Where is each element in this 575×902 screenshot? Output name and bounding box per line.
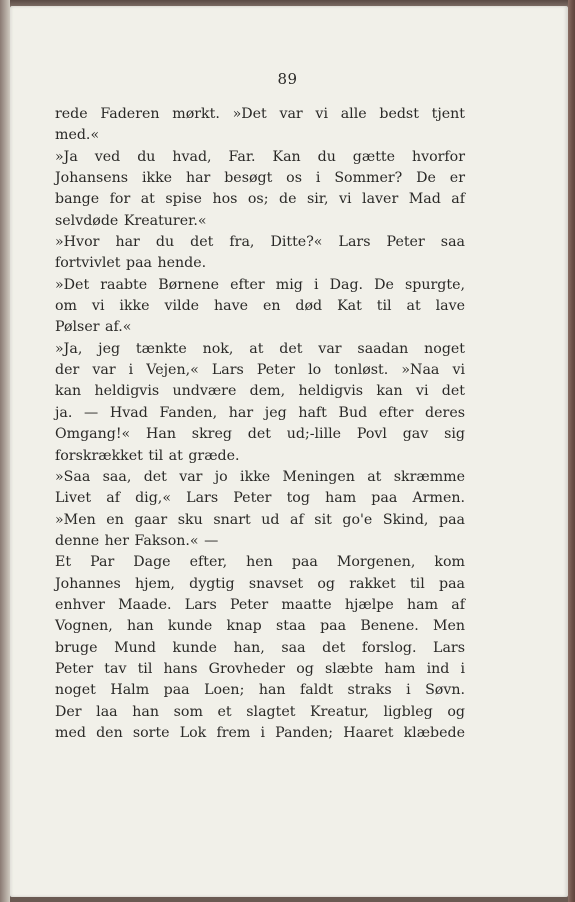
text-line: »Hvor har du det fra, Ditte?« Lars Peter saa xyxy=(55,234,465,251)
text-line: Omgang!« Han skreg det ud;-lille Povl gav sig xyxy=(55,426,465,443)
text-line: Peter tav til hans Grovheder og slæbte ham ind i xyxy=(55,660,465,677)
text-line: Et Par Dage efter, hen paa Morgenen, kom xyxy=(55,554,465,571)
text-line: bange for at spise hos os; de sir, vi laver Mad af xyxy=(55,191,465,208)
text-line: ja. — Hvad Fanden, har jeg haft Bud efter deres xyxy=(55,404,465,421)
text-line: »Det raabte Børnene efter mig i Dag. De spurgte, xyxy=(55,276,465,293)
page-number: 89 xyxy=(277,70,298,88)
page-body-text xyxy=(55,104,465,744)
text-line: Johannes hjem, dygtig snavset og rakket til paa xyxy=(55,575,465,592)
text-line: om vi ikke vilde have en død Kat til at lave xyxy=(55,298,465,315)
text-line: Livet af dig,« Lars Peter tog ham paa Armen. xyxy=(55,490,465,507)
text-line: med.« xyxy=(55,127,100,144)
text-line: denne her Fakson.« — xyxy=(55,532,219,549)
text-line: »Saa saa, det var jo ikke Meningen at skræmme xyxy=(55,468,465,485)
text-line: »Ja ved du hvad, Far. Kan du gætte hvorfor xyxy=(55,148,465,165)
scan-left-edge xyxy=(0,0,10,902)
text-line: forskrækket til at græde. xyxy=(55,447,240,464)
text-line: Der laa han som et slagtet Kreatur, ligbleg og xyxy=(55,703,465,720)
text-line: kan heldigvis undvære dem, heldigvis kan vi det xyxy=(55,383,465,400)
text-line: fortvivlet paa hende. xyxy=(55,255,207,272)
text-line: noget Halm paa Loen; han faldt straks i Søvn. xyxy=(55,682,465,699)
text-line: der var i Vejen,« Lars Peter lo tonløst. »Naa vi xyxy=(55,362,465,379)
text-line: Johansens ikke har besøgt os i Sommer? De er xyxy=(55,170,465,187)
text-line: »Ja, jeg tænkte nok, at det var saadan noget xyxy=(55,340,465,357)
text-line: rede Faderen mørkt. »Det var vi alle bedst tjent xyxy=(55,106,465,122)
text-line: selvdøde Kreaturer.« xyxy=(55,212,207,229)
book-spine-edge xyxy=(568,0,575,902)
text-line: med den sorte Lok frem i Panden; Haaret klæbede xyxy=(55,724,465,741)
text-line: Pølser af.« xyxy=(55,319,132,336)
text-line: bruge Mund kunde han, saa det forslog. Lars xyxy=(55,639,465,656)
text-line: enhver Maade. Lars Peter maatte hjælpe ham af xyxy=(55,596,465,613)
text-line: Vognen, han kunde knap staa paa Benene. Men xyxy=(55,618,465,635)
text-line: »Men en gaar sku snart ud af sit go'e Skind, paa xyxy=(55,511,465,528)
